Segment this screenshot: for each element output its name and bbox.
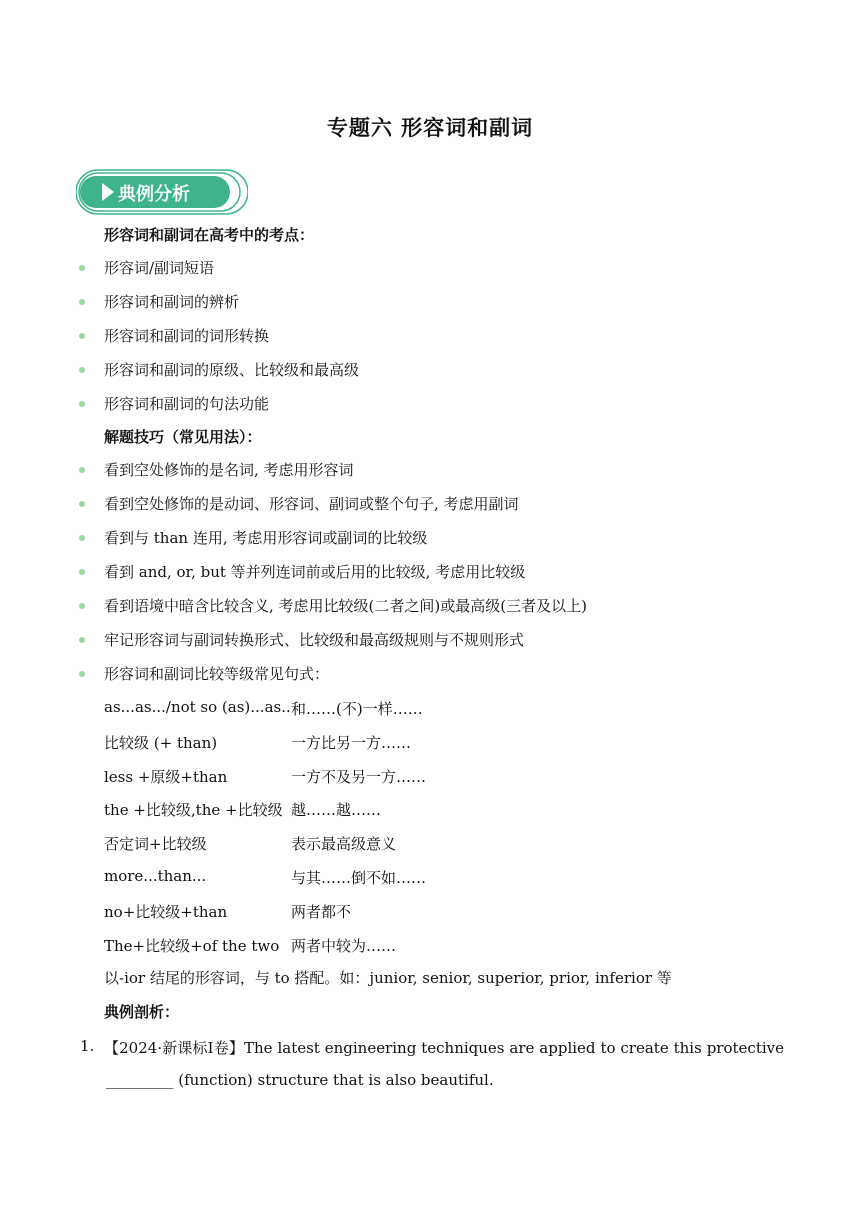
bullet-icon (79, 603, 85, 609)
question-text: 【2024·新课标Ⅰ卷】The latest engineering techniques are applied to create this protective (104, 1039, 784, 1057)
list-item: 形容词和副词比较等级常见句式： (104, 665, 330, 683)
page-title: 专题六 形容词和副词 (326, 116, 534, 140)
pattern-form: less +原级+than (104, 768, 228, 786)
bullet-icon (79, 401, 85, 407)
pattern-meaning: 两者中较为…… (291, 937, 397, 955)
pattern-meaning: 一方比另一方…… (291, 734, 412, 752)
bullet-icon (79, 467, 85, 473)
pattern-meaning: 和……(不)一样…… (291, 700, 423, 718)
bullet-icon (79, 671, 85, 677)
pattern-meaning: 与其……倒不如…… (291, 869, 427, 887)
list-item: 看到空处修饰的是名词, 考虑用形容词 (104, 461, 354, 479)
heading-tips: 解题技巧（常见用法）： (104, 428, 262, 446)
bullet-icon (79, 569, 85, 575)
pattern-meaning: 越……越…… (291, 801, 382, 819)
list-item: 形容词和副词的原级、比较级和最高级 (104, 361, 360, 379)
pattern-form: more...than... (104, 867, 207, 885)
list-item: 看到 and, or, but 等并列连词前或后用的比较级, 考虑用比较级 (104, 563, 526, 581)
section-banner (76, 166, 248, 218)
note-text: 以-ior 结尾的形容词，与 to 搭配。如：junior, senior, superior, prior, inferior 等 (104, 969, 672, 987)
pattern-meaning: 两者都不 (291, 903, 352, 921)
bullet-icon (79, 367, 85, 373)
bullet-icon (79, 299, 85, 305)
list-item: 看到与 than 连用, 考虑用形容词或副词的比较级 (104, 529, 428, 547)
pattern-form: no+比较级+than (104, 903, 228, 921)
heading-exam-points: 形容词和副词在高考中的考点： (104, 226, 315, 244)
pattern-form: as...as.../not so (as)...as.. (104, 698, 291, 716)
heading-examples: 典例剖析： (104, 1003, 180, 1021)
bullet-icon (79, 535, 85, 541)
pattern-form: 否定词+比较级 (104, 835, 207, 853)
pattern-meaning: 一方不及另一方…… (291, 768, 427, 786)
list-item: 形容词和副词的句法功能 (104, 395, 270, 413)
bullet-icon (79, 501, 85, 507)
question-number: 1. (80, 1037, 95, 1055)
pattern-form: the +比较级,the +比较级 (104, 801, 283, 819)
list-item: 看到空处修饰的是动词、形容词、副词或整个句子, 考虑用副词 (104, 495, 519, 513)
pattern-form: The+比较级+of the two (104, 937, 280, 955)
bullet-icon (79, 637, 85, 643)
list-item: 形容词和副词的辨析 (104, 293, 240, 311)
pattern-form: 比较级 (+ than) (104, 734, 218, 752)
pattern-meaning: 表示最高级意义 (291, 835, 397, 853)
bullet-icon (79, 333, 85, 339)
question-blank-line: _________ (function) structure that is also beautiful. (106, 1071, 494, 1089)
bullet-icon (79, 265, 85, 271)
list-item: 形容词/副词短语 (104, 259, 215, 277)
section-label: 典例分析 (118, 184, 190, 205)
list-item: 看到语境中暗含比较含义, 考虑用比较级(二者之间)或最高级(三者及以上) (104, 597, 587, 615)
list-item: 牢记形容词与副词转换形式、比较级和最高级规则与不规则形式 (104, 631, 525, 649)
list-item: 形容词和副词的词形转换 (104, 327, 270, 345)
